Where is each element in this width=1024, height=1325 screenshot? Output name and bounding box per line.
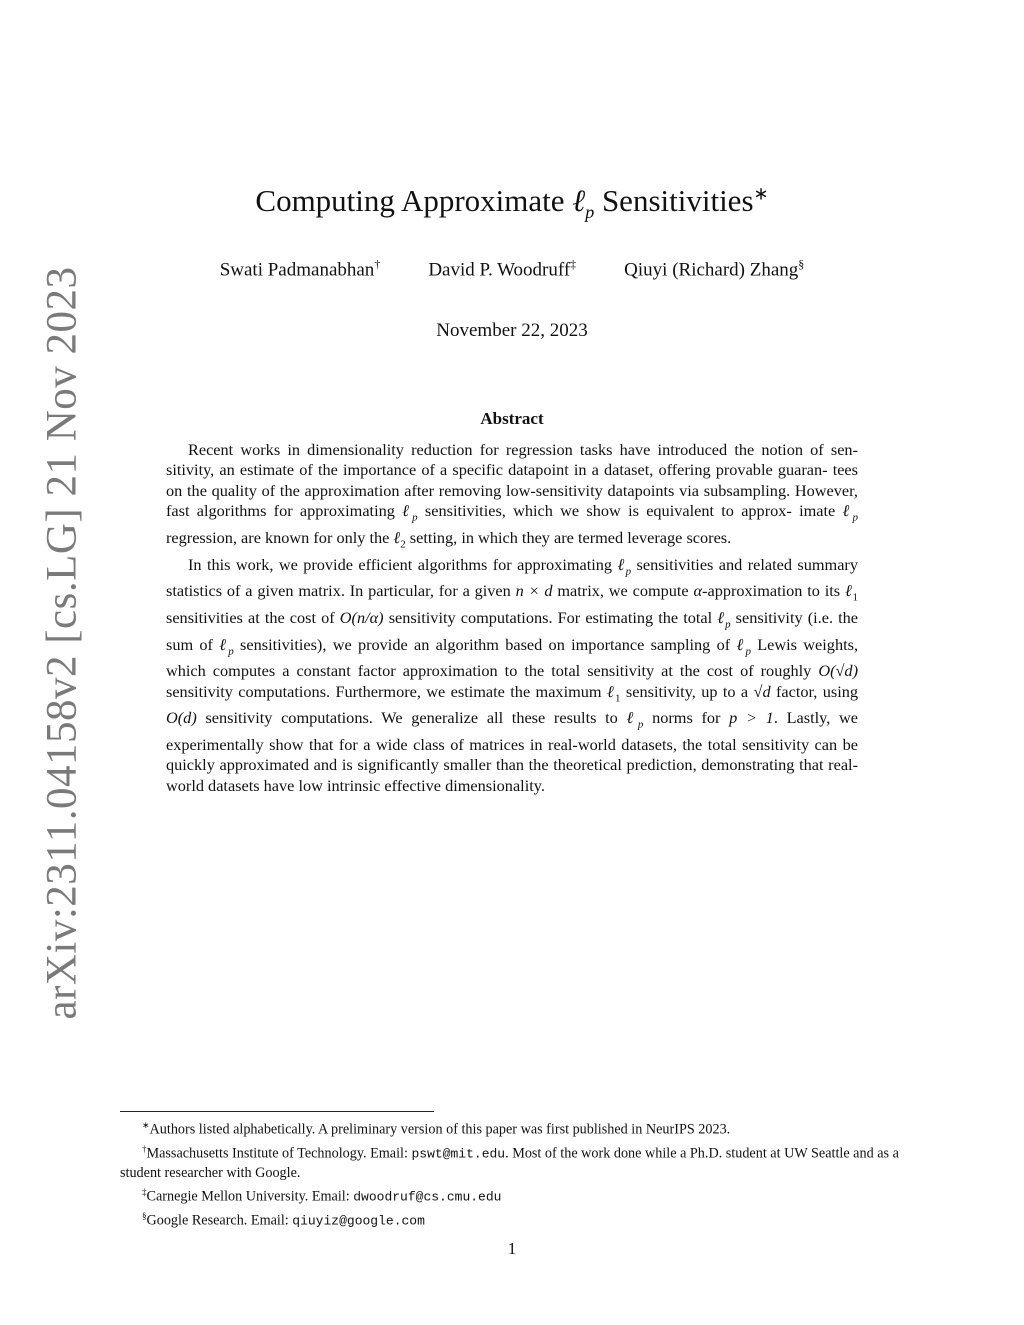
abstract-body — [166, 440, 858, 796]
author-list — [0, 257, 1024, 281]
footnote: §Google Research. Email: qiuyiz@google.com — [142, 1211, 425, 1230]
publication-date: November 22, 2023 — [436, 320, 588, 341]
author: David P. Woodruff‡ — [428, 257, 577, 281]
email-link[interactable]: qiuyiz@google.com — [292, 1214, 425, 1230]
arxiv-identifier-stamp: arXiv:2311.04158v2 [cs.LG] 21 Nov 2023 — [38, 266, 86, 1020]
paper-title: Computing Approximate ℓ$_p$ Sensitivities∗ — [255, 183, 769, 223]
abstract-heading: Abstract — [480, 409, 544, 428]
abstract-paragraph-1: Recent works in dimensionality reduction for regression tasks have introduced the notion of sen- sitivity, an estimate of the importance of a specific datapoint in a dataset, offering provable guaran- tees on the quality of the approximation after removing low-sensitivity datapoints via subsampling. However, fast algorithms for approximating ℓ$_p$ sensitivities, which we show is equivalent to approx- imate ℓ$_p$ regression, are known for only the ℓ$_2$ setting, in which they are termed leverage scores. — [166, 440, 859, 551]
footnote: †Massachusetts Institute of Technology. Email: pswt@mit.edu. Most of the work done while a Ph.D. student at UW Seattle and as a student researcher with Google. — [120, 1143, 899, 1182]
footnote-divider — [120, 1111, 434, 1112]
abstract-paragraph-2: In this work, we provide efficient algorithms for approximating ℓ$_p$ sensitivities and related summary statistics of a given matrix. In particular, for a given n × d matrix, we compute α-approximation to its ℓ$_1$ sensitivities at the cost of O(n/α) sensitivity computations. For estimating the total ℓ$_p$ sensitivity (i.e. the sum of ℓ$_p$ sensitivities), we provide an algorithm based on importance sampling of ℓ$_p$ Lewis weights, which computes a constant factor approximation to the total sensitivity at the cost of roughly O(√d) sensitivity computations. Furthermore, we estimate the maximum ℓ$_1$ sensitivity, up to a √d factor, using O(d) sensitivity computations. We generalize all these results to ℓ$_p$ norms for p > 1. Lastly, we experimentally show that for a wide class of matrices in real-world datasets, the total sensitivity can be quickly approximated and is significantly smaller than the theoretical prediction, demonstrating that real-world datasets have low intrinsic effective dimensionality. — [166, 554, 859, 795]
page-number: 1 — [507, 1239, 517, 1258]
email-link[interactable]: dwoodruf@cs.cmu.edu — [353, 1189, 502, 1205]
email-link[interactable]: pswt@mit.edu — [411, 1146, 506, 1162]
footnote: ‡Carnegie Mellon University. Email: dwoodruf@cs.cmu.edu — [142, 1186, 502, 1205]
author: Swati Padmanabhan† — [219, 257, 381, 281]
author: Qiuyi (Richard) Zhang§ — [624, 257, 805, 281]
footnotes — [120, 1116, 910, 1232]
footnote: ∗Authors listed alphabetically. A preliminary version of this paper was first published in NeurIPS 2023. — [142, 1120, 731, 1138]
